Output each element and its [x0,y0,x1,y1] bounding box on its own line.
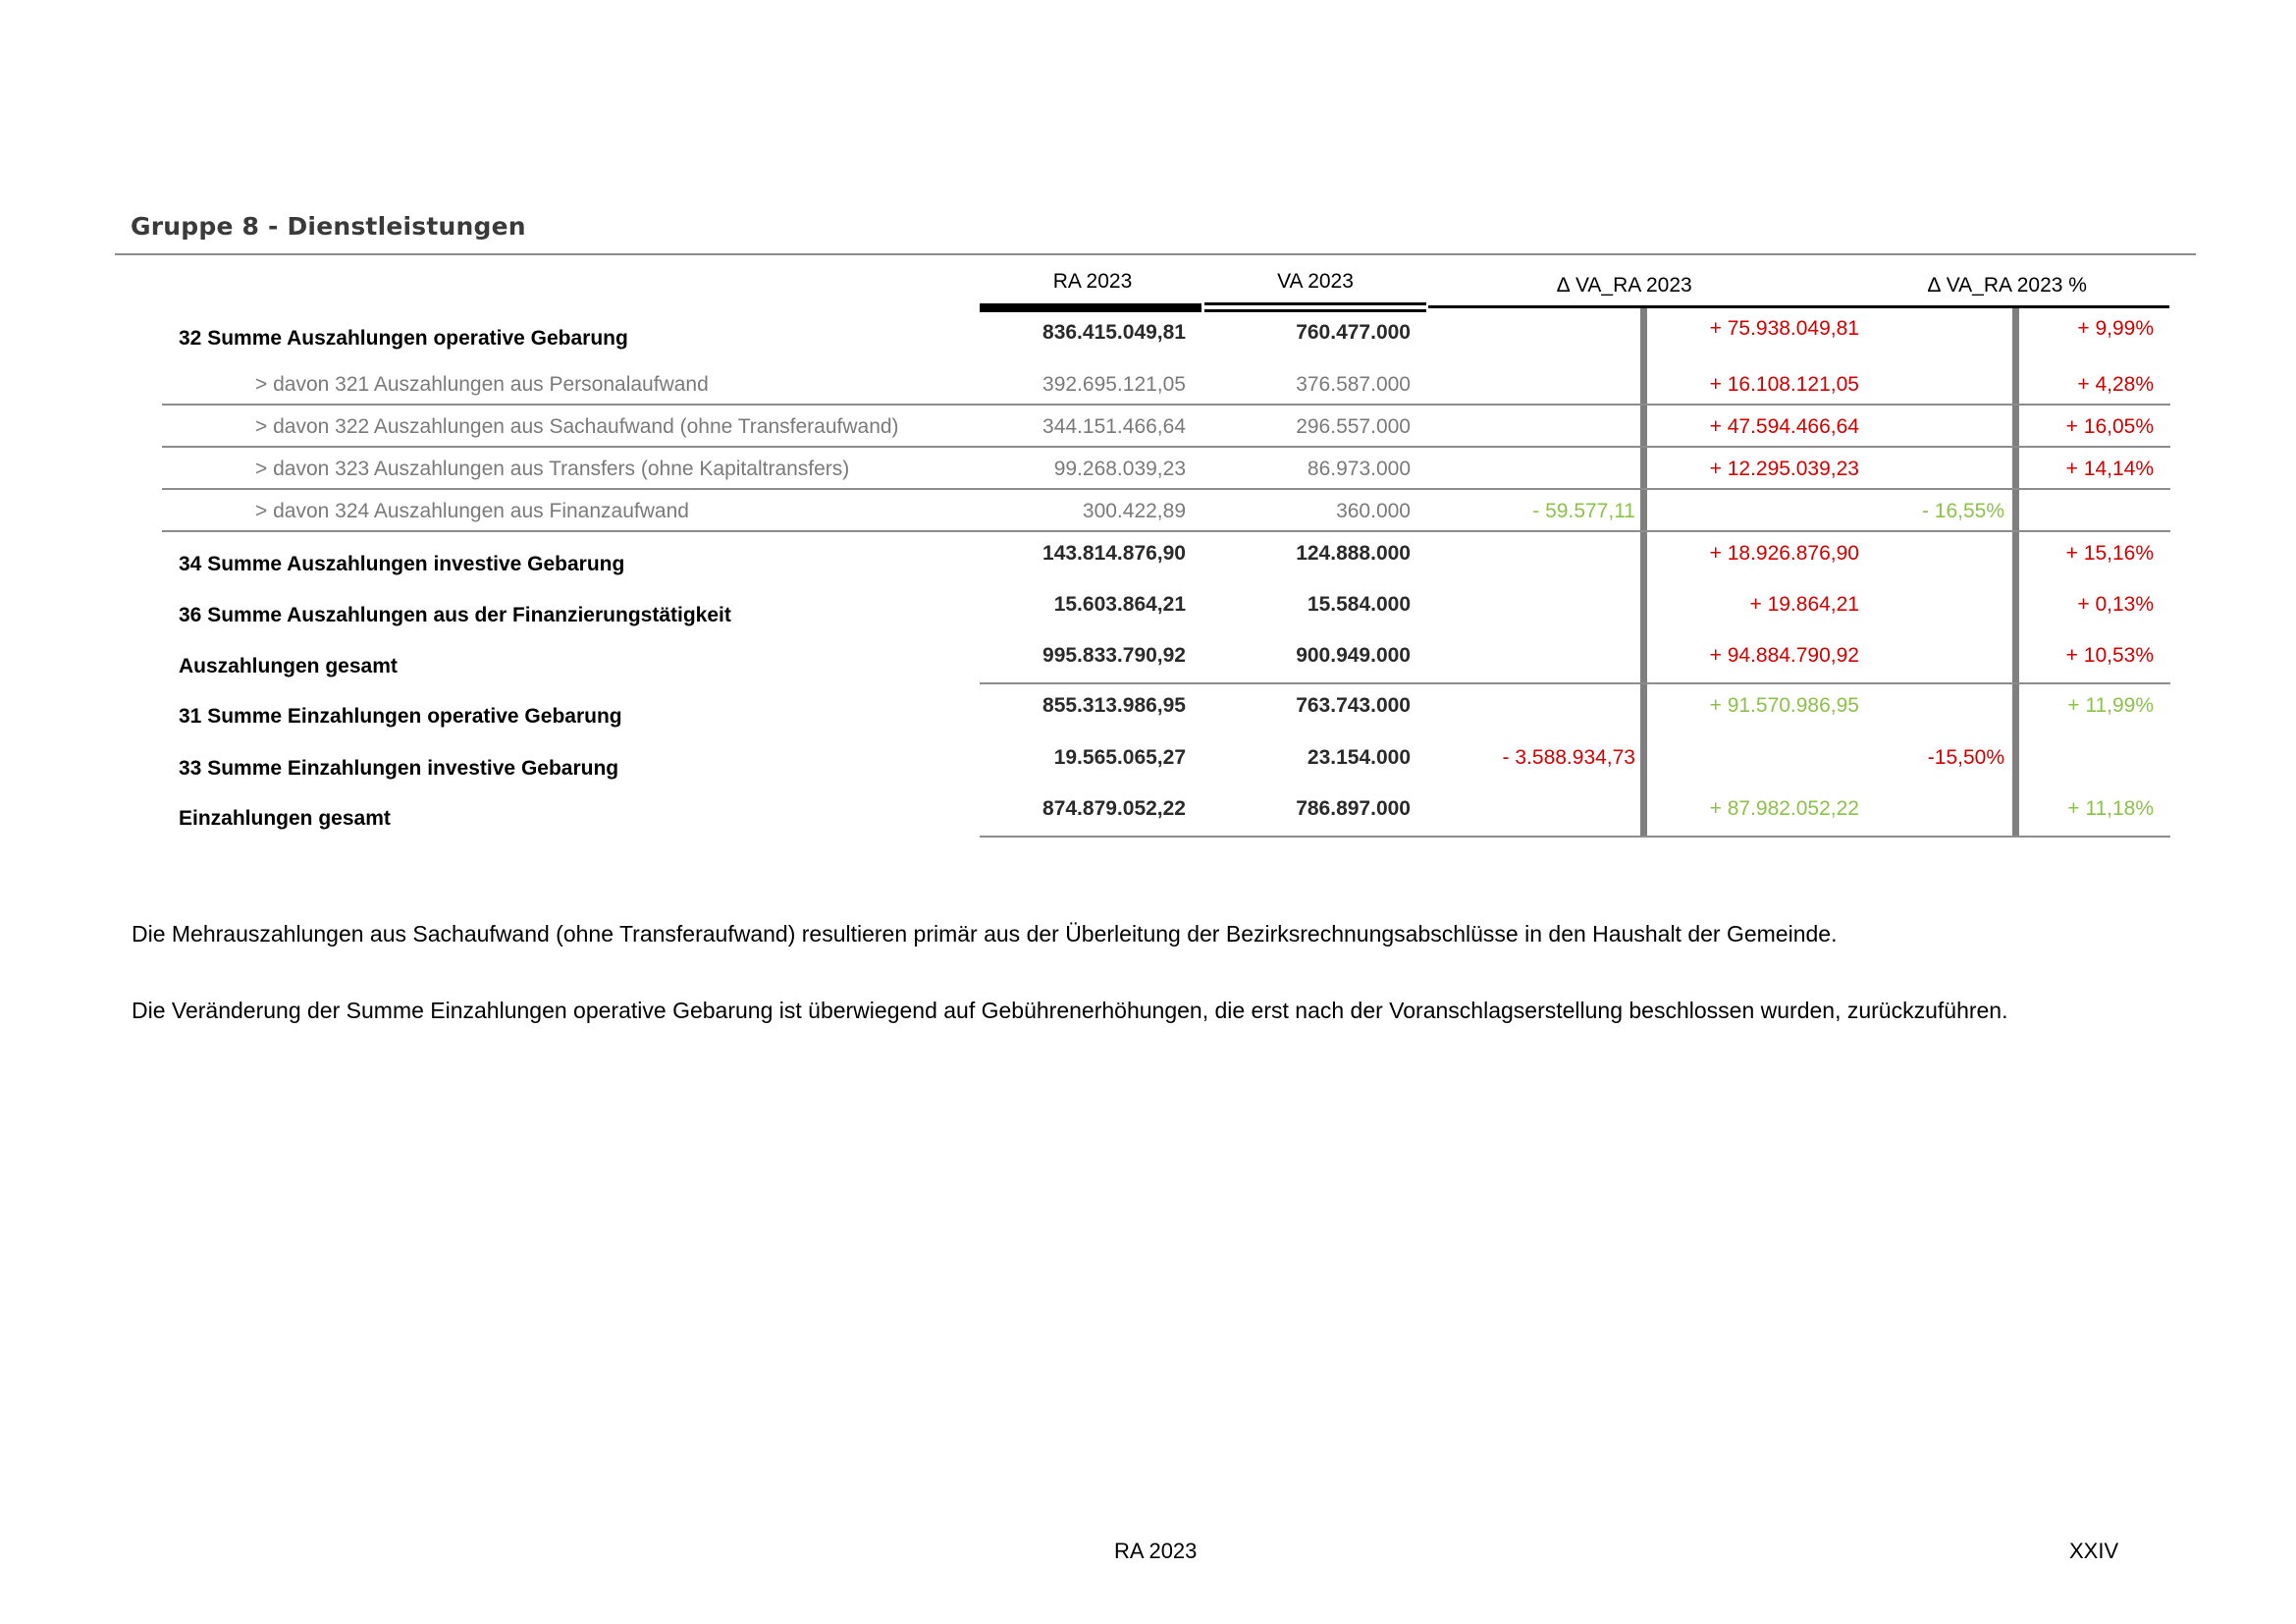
header-va-underline-2 [1204,309,1426,312]
footer-report-name: RA 2023 [1114,1539,1198,1563]
pct-increase: + 14,14% [2065,458,2154,480]
page-number: XXIV [2069,1539,2119,1563]
delta-decrease: - 3.588.934,73 [1502,746,1635,769]
delta-increase: + 12.295.039,23 [1709,458,1859,480]
row-divider [162,404,2170,406]
delta-increase: + 87.982.052,22 [1709,797,1859,820]
ra-value: 344.151.466,64 [1042,415,1186,438]
ra-value: 855.313.986,95 [1042,694,1186,717]
row-divider [162,488,2170,490]
va-value: 23.154.000 [1307,746,1411,769]
va-value: 900.949.000 [1296,644,1411,667]
ra-value: 874.879.052,22 [1042,797,1186,820]
row-label: 34 Summe Auszahlungen investive Gebarung [179,553,625,575]
row-divider [162,446,2170,448]
pct-increase: + 16,05% [2065,415,2154,438]
va-value: 786.897.000 [1296,797,1411,820]
va-value: 376.587.000 [1296,373,1411,396]
row-divider [980,836,2170,838]
va-value: 763.743.000 [1296,694,1411,717]
ra-value: 143.814.876,90 [1042,542,1186,565]
pct-increase: + 0,13% [2077,593,2154,616]
explanation-paragraph: Die Veränderung der Summe Einzahlungen operative Gebarung ist überwiegend auf Gebührenerhöhungen, die erst nach der Voranschlagserstellung beschlossen wurden, zurückzuführen. [132,998,2008,1023]
header-ra: RA 2023 [1052,270,1133,293]
delta-increase: + 47.594.466,64 [1709,415,1859,438]
pct-column-separator [2012,308,2019,837]
va-value: 124.888.000 [1296,542,1411,565]
delta-increase: + 94.884.790,92 [1709,644,1859,667]
pct-increase: + 9,99% [2077,317,2154,340]
row-label: 36 Summe Auszahlungen aus der Finanzierungstätigkeit [179,604,731,626]
pct-decrease: -15,50% [1927,746,2004,769]
ra-value: 392.695.121,05 [1042,373,1186,396]
row-label: Auszahlungen gesamt [179,655,398,677]
va-value: 86.973.000 [1307,458,1411,480]
row-label: > davon 323 Auszahlungen aus Transfers (ohne Kapitaltransfers) [255,458,850,480]
ra-value: 836.415.049,81 [1042,321,1186,344]
delta-decrease: - 59.577,11 [1532,500,1635,522]
ra-value: 300.422,89 [1082,500,1186,522]
header-delta-underline [1428,305,2169,308]
row-label: > davon 322 Auszahlungen aus Sachaufwand (ohne Transferaufwand) [255,415,899,438]
header-ra-underline [980,303,1201,312]
pct-increase: + 11,99% [2067,694,2154,717]
ra-value: 19.565.065,27 [1053,746,1186,769]
va-value: 360.000 [1336,500,1411,522]
row-label: 33 Summe Einzahlungen investive Gebarung [179,757,619,780]
va-value: 760.477.000 [1296,321,1411,344]
header-va-underline-1 [1204,302,1426,305]
va-value: 15.584.000 [1307,593,1411,616]
va-value: 296.557.000 [1296,415,1411,438]
delta-increase: + 16.108.121,05 [1709,373,1859,396]
header-delta-pct: ∆ VA_RA 2023 % [1928,274,2087,297]
header-delta: ∆ VA_RA 2023 [1557,274,1692,297]
row-label: 32 Summe Auszahlungen operative Gebarung [179,327,628,350]
delta-increase: + 75.938.049,81 [1709,317,1859,340]
header-va: VA 2023 [1277,270,1354,293]
title-divider [115,253,2196,255]
pct-increase: + 4,28% [2077,373,2154,396]
delta-increase: + 91.570.986,95 [1709,694,1859,717]
pct-increase: + 10,53% [2065,644,2154,667]
delta-increase: + 19.864,21 [1749,593,1859,616]
row-label: > davon 324 Auszahlungen aus Finanzaufwand [255,500,689,522]
delta-increase: + 18.926.876,90 [1709,542,1859,565]
explanation-paragraph: Die Mehrauszahlungen aus Sachaufwand (ohne Transferaufwand) resultieren primär aus der Überleitung der Bezirksrechnungsabschlüsse in den Haushalt der Gemeinde. [132,921,1838,947]
pct-decrease: - 16,55% [1921,500,2004,522]
row-label: 31 Summe Einzahlungen operative Gebarung [179,705,622,728]
row-divider [980,682,2170,684]
page-title: Gruppe 8 - Dienstleistungen [131,212,526,241]
row-label: > davon 321 Auszahlungen aus Personalaufwand [255,373,709,396]
ra-value: 15.603.864,21 [1053,593,1186,616]
delta-column-separator [1640,308,1647,837]
ra-value: 995.833.790,92 [1042,644,1186,667]
ra-value: 99.268.039,23 [1053,458,1186,480]
row-label: Einzahlungen gesamt [179,807,391,830]
pct-increase: + 15,16% [2065,542,2154,565]
row-divider [162,530,2170,532]
pct-increase: + 11,18% [2067,797,2154,820]
